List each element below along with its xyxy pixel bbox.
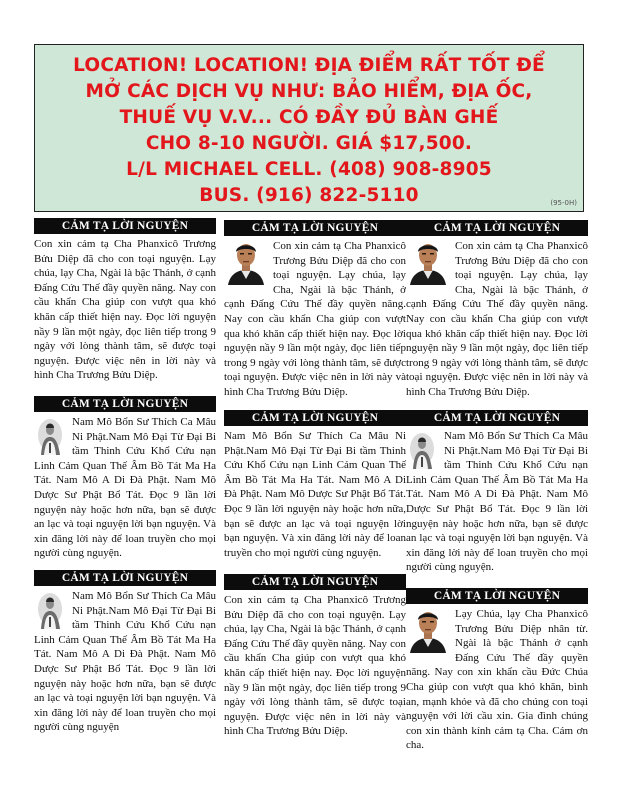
notice-c2-1	[224, 220, 406, 408]
notice-heading: CẢM TẠ LỜI NGUYỆN	[34, 218, 216, 234]
notice-heading: CẢM TẠ LỜI NGUYỆN	[34, 396, 216, 412]
notice-text: Nam Mô Bổn Sư Thích Ca Mâu Ni Phật.Nam Mô Đại Từ Đại Bi tầm Thinh Cứu Khổ Cứu nạn Linh Cảm Quan Thế Âm Bồ Tát Ma Ha Tát. Nam Mô A Di Đà Phật. Nam Mô Dược Sư Phật Bổ Tát. Đọc 9 lần lời nguyện này hoặc hơn nữa, bạn sẽ được an lạc và toại nguyện lời bạn nguyện. Và xin đăng lời này để loan truyền cho mọi người cùng nguyện.	[224, 430, 406, 559]
notice-c1-2	[34, 396, 216, 568]
ad-phone-business: BUS. (916) 822-5110	[199, 185, 419, 206]
buddha-image	[34, 415, 67, 456]
notice-text: Nam Mô Bổn Sư Thích Ca Mâu Ni Phật.Nam Mô Đại Từ Đại Bi tầm Thinh Cứu Khổ Cứu nạn Linh Cảm Quan Thế Âm Bồ Tát Ma Ha Tát. Nam Mô A Di Đà Phật. Nam Mô Dược Sư Phật Bổ Tát. Đọc 9 lần lời nguyện này hoặc hơn nữa, bạn sẽ được an lạc và toại nguyện lời bạn nguyện. Và xin đăng lời này để loan truyền cho mọi người cùng nguyện	[34, 590, 216, 734]
notice-text: Nam Mô Bổn Sư Thích Ca Mâu Ni Phật.Nam Mô Đại Từ Đại Bi tầm Thinh Cứu Khổ Cứu nạn Linh Cảm Quan Thế Âm Bồ Tát Ma Ha Tát. Nam Mô A Di Đà Phật. Nam Mô Dược Sư Phật Bổ Tát. Đọc 9 lần lời nguyện này hoặc hơn nữa, bạn sẽ được an lạc và toại nguyện lời bạn nguyện. Và xin đăng lời này để loan truyền cho mọi người cùng nguyện.	[406, 430, 588, 574]
notice-text: Con xin cảm tạ Cha Phanxicô Trương Bửu Diệp đã cho con toại nguyện. Lạy chúa, lạy Cha, Ngài là bậc Thánh, ở cạnh Đấng Cứu Thế đầy quyền năng. Nay con cầu khẩn Cha giúp con vượt qua khó khăn cấp thiết hiện nay. Đọc lời nguyện nầy 9 lần một ngày, đọc liên tiếp trong 9 ngày với lòng thành tâm, sẽ được toại nguyện. Được việc nên in lời này và hình Cha Trương Bửu Diệp.	[34, 238, 216, 382]
notice-c1-3	[34, 570, 216, 750]
ad-line-1: LOCATION! LOCATION! ĐỊA ĐIỂM RẤT TỐT ĐỂ	[73, 55, 545, 76]
notice-c3-1	[406, 220, 588, 408]
notice-heading: CẢM TẠ LỜI NGUYỆN	[34, 570, 216, 586]
notice-c2-3	[224, 574, 406, 750]
notice-c2-2	[224, 410, 406, 572]
ad-code: (95-0H)	[550, 199, 577, 207]
portrait-photo	[224, 239, 268, 285]
ad-line-2: MỞ CÁC DỊCH VỤ NHƯ: BẢO HIỂM, ĐỊA ỐC,	[85, 81, 533, 102]
ad-phone-cell: L/L MICHAEL CELL. (408) 908-8905	[126, 159, 492, 180]
portrait-photo	[406, 239, 450, 285]
notice-text: Con xin cảm tạ Cha Phanxicô Trương Bửu Diệp đã cho con toại nguyện. Lạy chúa, lạy Cha, Ngài là bậc Thánh, ở cạnh Đấng Cứu Thế đầy quyền năng. Nay con cầu khẩn Cha giúp con vượt qua khó khăn cấp thiết hiện nay. Đọc lời nguyện nầy 9 lần một ngày, đọc liên tiếp trong 9 ngày với lòng thành tâm, sẽ được toại nguyện. Được việc nên in lời này và hình Cha Trương Bửu Diệp.	[224, 240, 406, 398]
notice-heading: CẢM TẠ LỜI NGUYỆN	[224, 410, 406, 426]
classified-ad	[34, 44, 584, 212]
notice-text: Con xin cảm tạ Cha Phanxicô Trương Bửu Diệp đã cho con toại nguyện. Lạy chúa, lạy Cha, Ngài là bậc Thánh, ở cạnh Đấng Cứu Thế đầy quyền năng. Nay con cầu khẩn Cha giúp con vượt qua khó khăn cấp thiết hiện nay. Đọc lời nguyện nầy 9 lần một ngày, đọc liên tiếp trong 9 ngày với lòng thành tâm, sẽ được toại nguyện. Được việc nên in lời này và hình Cha Trương Bửu Diệp.	[224, 594, 406, 738]
notice-text: Nam Mô Bổn Sư Thích Ca Mâu Ni Phật.Nam Mô Đại Từ Đại Bi tầm Thinh Cứu Khổ Cứu nạn Linh Cảm Quan Thế Âm Bồ Tát Ma Ha Tát. Nam Mô A Di Đà Phật. Nam Mô Dược Sư Phật Bổ Tát. Đọc 9 lần lời nguyện này hoặc hơn nữa, bạn sẽ được an lạc và toại nguyện lời bạn nguyện. Và xin đăng lời này để loan truyền cho mọi người cùng nguyện.	[34, 416, 216, 560]
notice-heading: CẢM TẠ LỜI NGUYỆN	[224, 220, 406, 236]
ad-line-4: CHO 8-10 NGƯỜI. GIÁ $17,500.	[145, 133, 473, 154]
notice-c3-3	[406, 588, 588, 750]
notice-c1-1	[34, 218, 216, 394]
ad-line-3: THUẾ VỤ V.V... CÓ ĐẦY ĐỦ BÀN GHẾ	[119, 107, 499, 128]
notice-heading: CẢM TẠ LỜI NGUYỆN	[406, 410, 588, 426]
buddha-image	[34, 589, 67, 630]
notice-c3-2	[406, 410, 588, 586]
notice-text: Lạy Chúa, lạy Cha Phanxicô Trương Bửu Diệp nhân từ. Ngài là bậc Thánh ở cạnh Đấng Cứu Thế đầy quyền năng. Nay con xin khẩn cầu Đức Chúa Cha giúp con vượt qua khó khăn, bình an, mạnh khỏe và đã cho chúng con toại nguyện với lời cầu xin. Gia đình chúng con xin thành kính cảm tạ Cha. Cám ơn cha.	[406, 608, 588, 750]
notice-heading: CẢM TẠ LỜI NGUYỆN	[406, 220, 588, 236]
portrait-photo	[406, 607, 450, 653]
notice-heading: CẢM TẠ LỜI NGUYỆN	[224, 574, 406, 590]
notice-text: Con xin cảm tạ Cha Phanxicô Trương Bửu Diệp đã cho con toại nguyện. Lạy chúa, lạy Cha, Ngài là bậc Thánh, ở cạnh Đấng Cứu Thế đầy quyền năng. Nay con cầu khẩn Cha giúp con vượt qua khó khăn cấp thiết hiện nay. Đọc lời nguyện nầy 9 lần một ngày, đọc liên tiếp trong 9 ngày với lòng thành tâm, sẽ được toại nguyện. Được việc nên in lời này và hình Cha Trương Bửu Diệp.	[406, 240, 588, 398]
notice-heading: CẢM TẠ LỜI NGUYỆN	[406, 588, 588, 604]
buddha-image	[406, 429, 439, 470]
